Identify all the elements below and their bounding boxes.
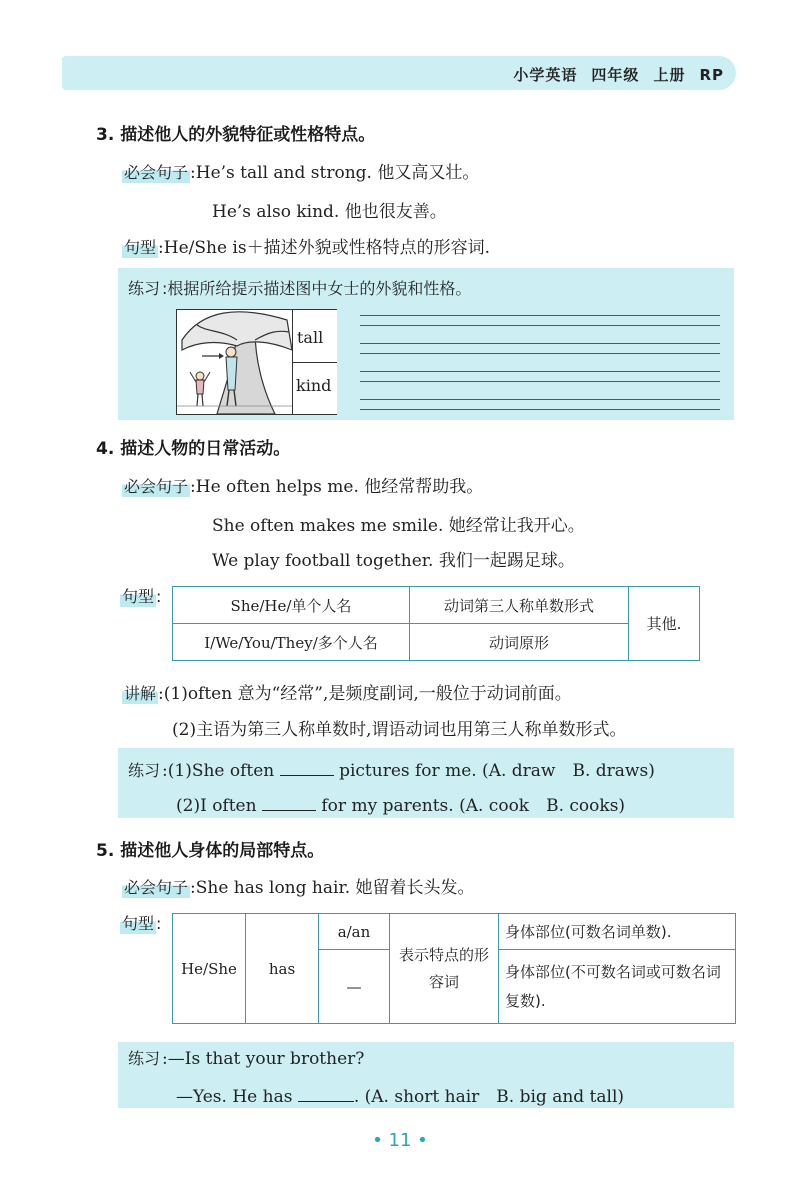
cell-countable-noun: 身体部位(可数名词单数). (499, 914, 736, 950)
section-3-title: 3. 描述他人的外貌特征或性格特点。 (96, 125, 376, 145)
page-number: • 11 • (372, 1130, 428, 1151)
s5-q-line-1 (126, 1046, 364, 1069)
edition: RP (699, 66, 724, 84)
answer-blank[interactable] (298, 1087, 354, 1102)
s4-sentence-3: We play football together. 我们一起踢足球。 (212, 551, 575, 571)
writing-line[interactable] (360, 315, 720, 316)
q-start: —Yes. He has (176, 1087, 293, 1107)
writing-line[interactable] (360, 353, 720, 354)
s3-pattern (122, 233, 490, 258)
s4-explain-1-text: :(1)often 意为“经常”,是频度副词,一般位于动词前面。 (158, 684, 572, 704)
cell-base-verb: 动词原形 (410, 624, 629, 661)
writing-line[interactable] (360, 325, 720, 326)
cell-subject: He/She (173, 914, 246, 1024)
colon: : (156, 587, 162, 606)
pattern-label: 句型 (122, 235, 158, 258)
q2-start: (2)I often (176, 796, 257, 816)
cell-no-article: — (319, 950, 390, 1024)
illustration-frame (176, 309, 337, 415)
answer-blank[interactable] (262, 796, 316, 811)
s3-practice-text: :根据所给提示描述图中女士的外貌和性格。 (162, 279, 472, 298)
cell-has: has (246, 914, 319, 1024)
s4-pattern-label-wrap (120, 584, 161, 607)
s5-sentence-1 (122, 873, 475, 898)
cell-adjective: 表示特点的形容词 (390, 914, 499, 1024)
cell-plural-subject: I/We/You/They/多个人名 (173, 624, 410, 661)
cell-other: 其他. (629, 587, 700, 661)
hint-kind: kind (296, 376, 332, 395)
s4-explain-2: (2)主语为第三人称单数时,谓语动词也用第三人称单数形式。 (172, 720, 627, 740)
term: 上册 (653, 66, 686, 84)
s4-sentence-1 (122, 472, 483, 497)
cell-3rd-person-subject: She/He/单个人名 (173, 587, 410, 624)
s5-pattern-label-wrap (120, 911, 161, 934)
s5-pattern-table (172, 913, 736, 1024)
grade: 四年级 (591, 66, 640, 84)
s4-sentence-1-text: :He often helps me. 他经常帮助我。 (190, 477, 484, 497)
writing-line[interactable] (360, 371, 720, 372)
writing-line[interactable] (360, 381, 720, 382)
s3-practice (126, 276, 471, 299)
cell-uncountable-noun: 身体部位(不可数名词或可数名词复数). (499, 950, 736, 1024)
book-info (499, 64, 724, 85)
answer-blank[interactable] (280, 761, 334, 776)
writing-line[interactable] (360, 399, 720, 400)
practice-label: 练习 (128, 761, 161, 780)
s4-q1 (126, 756, 655, 781)
q-end: . (A. short hair B. big and tall) (353, 1087, 625, 1107)
practice-label: 练习 (128, 1049, 161, 1068)
must-label: 必会句子 (122, 474, 190, 497)
s3-sentence-1-text: :He’s tall and strong. 他又高又壮。 (190, 163, 480, 183)
s5-sentence-1-text: :She has long hair. 她留着长头发。 (190, 878, 475, 898)
s4-sentence-2: She often makes me smile. 她经常让我开心。 (212, 516, 585, 536)
subject: 小学英语 (513, 66, 578, 84)
s5-q-line-2 (176, 1082, 624, 1107)
s3-sentence-2: He’s also kind. 他也很友善。 (212, 202, 447, 222)
pattern-label: 句型 (120, 911, 156, 934)
section-5-title: 5. 描述他人身体的局部特点。 (96, 841, 325, 861)
cell-3rd-person-verb: 动词第三人称单数形式 (410, 587, 629, 624)
section-4-title: 4. 描述人物的日常活动。 (96, 439, 291, 459)
s3-pattern-text: :He/She is＋描述外貌或性格特点的形容词. (158, 238, 490, 258)
explain-label: 讲解 (122, 681, 158, 704)
s3-sentence-1 (122, 158, 479, 183)
s4-pattern-table (172, 586, 700, 661)
q1-end: pictures for me. (A. draw B. draws) (339, 761, 655, 781)
must-label: 必会句子 (122, 160, 190, 183)
pattern-label: 句型 (120, 584, 156, 607)
practice-label: 练习 (128, 279, 161, 298)
q2-end: for my parents. (A. cook B. cooks) (321, 796, 626, 816)
s4-explain-1 (122, 679, 572, 704)
colon: : (156, 914, 162, 933)
must-label: 必会句子 (122, 875, 190, 898)
hint-column (292, 310, 337, 414)
hint-divider (293, 362, 337, 363)
writing-line[interactable] (360, 343, 720, 344)
s4-q2 (176, 791, 625, 816)
cell-article: a/an (319, 914, 390, 950)
writing-line[interactable] (360, 409, 720, 410)
s5-q-line-1-text: :—Is that your brother? (162, 1049, 365, 1069)
q1-start: :(1)She often (162, 761, 275, 781)
hint-tall: tall (297, 328, 324, 347)
